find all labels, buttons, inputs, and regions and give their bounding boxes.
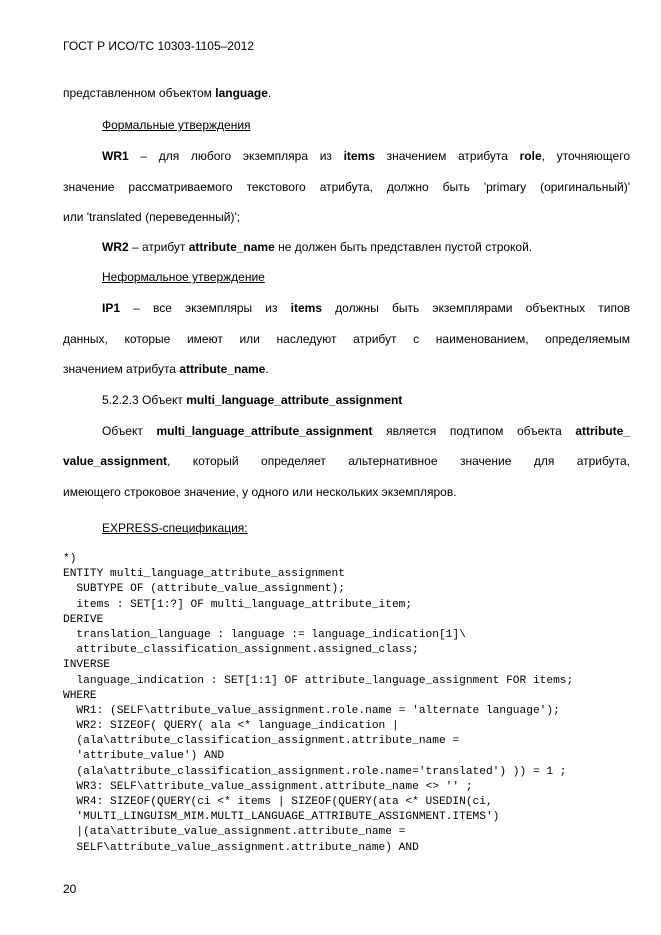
- code-line: translation_language : language := language_indication[1]\: [63, 628, 466, 641]
- intro-text: представленном объектом: [63, 86, 216, 100]
- wr1-text-2: значением атрибута: [374, 149, 520, 163]
- code-line: WHERE: [63, 689, 97, 702]
- informal-statement-heading: Неформальное утверждение: [102, 270, 265, 284]
- code-line: WR3: SELF\attribute_value_assignment.attribute_name <> '' ;: [63, 780, 473, 793]
- ip1-line-3-end: .: [265, 362, 269, 376]
- wr1-line-1: [102, 149, 630, 163]
- desc-parent-part-1: attribute_: [575, 424, 631, 438]
- code-line: items : SET[1:?] OF multi_language_attribute_item;: [63, 598, 413, 611]
- section-number: 5.2.2.3 Объект: [102, 393, 187, 407]
- wr2-text-2: не должен быть представлен пустой строкой.: [274, 240, 533, 254]
- code-line: *): [63, 553, 77, 565]
- code-line: language_indication : SET[1:1] OF attribute_language_assignment FOR items;: [63, 674, 574, 687]
- wr2-attr: attribute_name: [188, 240, 275, 254]
- wr1-line-2: значение рассматриваемого текстового атрибута, должно быть 'primary (оригинальный)': [63, 180, 630, 194]
- ip1-line-2: данных, которые имеют или наследуют атрибут с наименованием, определяемым: [63, 332, 630, 346]
- desc-text-1: Объект: [102, 424, 157, 438]
- code-line: ENTITY multi_language_attribute_assignment: [63, 568, 345, 581]
- code-line: SUBTYPE OF (attribute_value_assignment);: [63, 583, 345, 596]
- desc-line-3: имеющего строковое значение, у одного или нескольких экземпляров.: [63, 485, 457, 499]
- section-heading: [102, 393, 402, 407]
- code-line: DERIVE: [63, 613, 104, 626]
- desc-entity: multi_language_attribute_assignment: [156, 424, 373, 438]
- code-line: SELF\attribute_value_assignment.attribute_name) AND: [63, 841, 419, 854]
- running-header: ГОСТ Р ИСО/ТС 10303-1105–2012: [63, 39, 254, 53]
- desc-line-2: [63, 454, 630, 468]
- ip1-text-2: должны быть экземплярами объектных типов: [322, 301, 630, 315]
- ip1-line-3: [63, 362, 269, 376]
- ip1-label: IP1: [102, 301, 121, 315]
- wr1-text-1: – для любого экземпляра из: [128, 149, 344, 163]
- code-line: (ala\attribute_classification_assignment.attribute_name =: [63, 735, 460, 748]
- ip1-line-3-text: значением атрибута: [63, 362, 180, 376]
- page-number: 20: [63, 882, 77, 896]
- intro-term: language: [215, 86, 268, 100]
- section-name: multi_language_attribute_assignment: [186, 393, 403, 407]
- code-line: WR1: (SELF\attribute_value_assignment.role.name = 'alternate language');: [63, 704, 560, 717]
- desc-parent-part-2: value_assignment: [63, 454, 168, 468]
- wr2-line: [102, 240, 532, 254]
- code-line: INVERSE: [63, 659, 110, 672]
- code-line: attribute_classification_assignment.assigned_class;: [63, 644, 419, 657]
- code-line: 'MULTI_LINGUISM_MIM.MULTI_LANGUAGE_ATTRIBUTE_ASSIGNMENT.ITEMS'): [63, 811, 500, 824]
- intro-line: [63, 86, 271, 100]
- intro-end: .: [267, 86, 272, 100]
- wr2-label: WR2: [102, 240, 129, 254]
- wr1-text-3: , уточняющего: [541, 149, 630, 163]
- ip1-line-1: [102, 301, 630, 315]
- desc-line-1: [102, 424, 630, 438]
- wr1-label: WR1: [102, 149, 129, 163]
- code-line: 'attribute_value') AND: [63, 750, 225, 763]
- express-code-block: [63, 552, 573, 856]
- formal-statements-heading: Формальные утверждения: [102, 118, 251, 132]
- code-line: |(ata\attribute_value_assignment.attribute_name =: [63, 826, 406, 839]
- ip1-line-3-term: attribute_name: [179, 362, 266, 376]
- wr1-items: items: [343, 149, 375, 163]
- code-line: (ala\attribute_classification_assignment.role.name='translated') )) = 1 ;: [63, 765, 567, 778]
- express-spec-heading: EXPRESS-спецификация:: [102, 521, 248, 535]
- wr2-text-1: – атрибут: [128, 240, 189, 254]
- code-line: WR4: SIZEOF(QUERY(ci <* items | SIZEOF(QUERY(ata <* USEDIN(ci,: [63, 796, 493, 808]
- wr1-line-3: или 'translated (переведенный)';: [63, 210, 241, 224]
- code-line: WR2: SIZEOF( QUERY( ala <* language_indication |: [63, 720, 399, 733]
- ip1-text-1: – все экземпляры из: [120, 301, 291, 315]
- wr1-role: role: [519, 149, 542, 163]
- ip1-items: items: [290, 301, 323, 315]
- desc-text-2: является подтипом объекта: [372, 424, 576, 438]
- desc-text-3: , который определяет альтернативное значение для атрибута,: [167, 454, 630, 468]
